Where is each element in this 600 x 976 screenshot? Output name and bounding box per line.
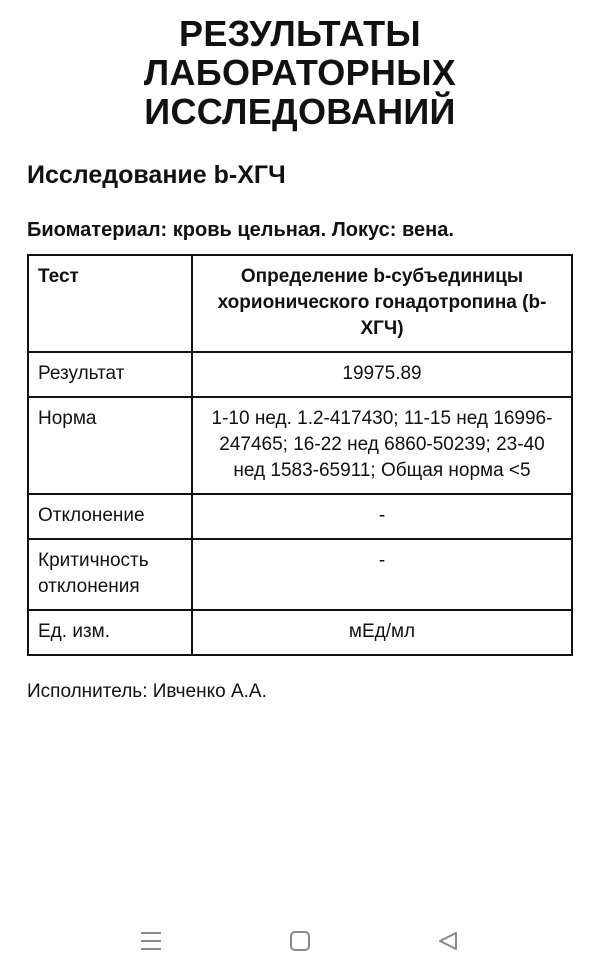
table-header-row (28, 255, 572, 352)
row-value-result: 19975.89 (192, 352, 572, 397)
nav-home-button[interactable] (274, 915, 326, 967)
table-row-result (28, 352, 572, 397)
row-label-criticality: Критичность отклонения (28, 539, 192, 610)
nav-back-button[interactable] (422, 915, 474, 967)
table-row-units (28, 610, 572, 655)
row-label-norm: Норма (28, 397, 192, 494)
back-icon (437, 930, 459, 952)
table-row-deviation (28, 494, 572, 539)
biomaterial-info: Биоматериал: кровь цельная. Локус: вена. (27, 219, 454, 241)
study-title: Исследование b-ХГЧ (27, 161, 286, 189)
row-value-criticality: - (192, 539, 572, 610)
results-table (27, 254, 573, 656)
page-title-line-1: РЕЗУЛЬТАТЫ (179, 13, 421, 54)
header-label-cell: Тест (28, 255, 192, 352)
row-value-units: мЕд/мл (192, 610, 572, 655)
performer-info: Исполнитель: Ивченко А.А. (27, 681, 267, 702)
table-row-criticality (28, 539, 572, 610)
row-label-result: Результат (28, 352, 192, 397)
row-value-deviation: - (192, 494, 572, 539)
home-icon (289, 930, 311, 952)
menu-icon (139, 929, 163, 953)
page-title (0, 14, 600, 131)
row-label-units: Ед. изм. (28, 610, 192, 655)
table-row-norm (28, 397, 572, 494)
system-nav-bar (0, 915, 600, 967)
page-title-line-2: ЛАБОРАТОРНЫХ (143, 52, 457, 93)
row-value-norm: 1-10 нед. 1.2-417430; 11-15 нед 16996-247465; 16-22 нед 6860-50239; 23-40 нед 1583-65911; Общая норма <5 (192, 397, 572, 494)
row-label-deviation: Отклонение (28, 494, 192, 539)
nav-menu-button[interactable] (125, 915, 177, 967)
header-value-cell: Определение b-субъединицы хорионического гонадотропина (b-ХГЧ) (192, 255, 572, 352)
page-title-line-3: ИССЛЕДОВАНИЙ (144, 91, 456, 132)
